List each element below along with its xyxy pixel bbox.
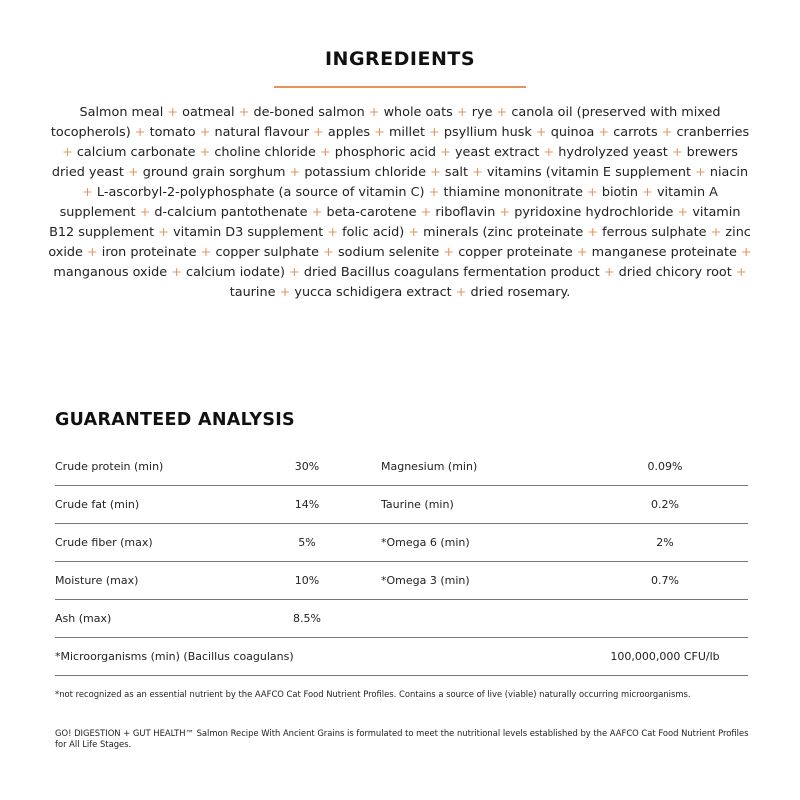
plus-separator-icon: + <box>374 125 385 140</box>
ingredient-item: cranberries <box>676 125 750 140</box>
plus-separator-icon: + <box>440 145 451 160</box>
ingredient-item: yucca schidigera extract <box>294 285 452 300</box>
plus-separator-icon: + <box>429 125 440 140</box>
plus-separator-icon: + <box>368 105 380 120</box>
ingredient-item: tomato <box>149 125 196 140</box>
plus-separator-icon: + <box>576 245 588 260</box>
plus-separator-icon: + <box>127 165 139 180</box>
nutrient-label: Taurine (min) <box>381 498 454 511</box>
ingredient-item: manganous oxide <box>53 265 168 280</box>
ingredient-item: folic acid) <box>342 225 405 240</box>
guaranteed-analysis-title: GUARANTEED ANALYSIS <box>55 410 295 430</box>
nutrient-value: 30% <box>294 460 320 473</box>
ingredient-item: manganese proteinate <box>591 245 737 260</box>
plus-separator-icon: + <box>428 185 440 200</box>
nutrient-value: 0.2% <box>651 498 679 511</box>
table-row <box>55 638 748 676</box>
plus-separator-icon: + <box>167 105 179 120</box>
ingredient-item: biotin <box>601 185 639 200</box>
ingredient-item: ferrous sulphate <box>602 225 707 240</box>
ingredient-item: apples <box>327 125 371 140</box>
ingredient-item: psyllium husk <box>443 125 532 140</box>
ingredient-item: calcium carbonate <box>76 145 196 160</box>
ingredient-item: L-ascorbyl-2-polyphosphate (a source of vitamin C) <box>96 185 425 200</box>
nutrient-value: 14% <box>294 498 320 511</box>
plus-separator-icon: + <box>598 125 610 140</box>
nutrient-label: Crude protein (min) <box>55 460 164 473</box>
ingredient-item: phosphoric acid <box>334 145 437 160</box>
plus-separator-icon: + <box>408 225 420 240</box>
ingredients-title: INGREDIENTS <box>324 48 476 70</box>
ingredient-item: ground grain sorghum <box>142 165 286 180</box>
table-row <box>55 486 748 524</box>
plus-separator-icon: + <box>319 145 331 160</box>
plus-separator-icon: + <box>238 105 250 120</box>
ingredient-item: riboflavin <box>435 205 496 220</box>
table-row <box>55 524 748 562</box>
ingredient-item: brewers dried yeast <box>51 145 738 180</box>
ingredient-item: salt <box>444 165 468 180</box>
plus-separator-icon: + <box>535 125 547 140</box>
plus-separator-icon: + <box>279 285 291 300</box>
plus-separator-icon: + <box>735 265 747 280</box>
ingredient-item: carrots <box>613 125 658 140</box>
ingredient-item: zinc oxide <box>48 225 751 260</box>
plus-separator-icon: + <box>499 205 511 220</box>
plus-separator-icon: + <box>587 185 598 200</box>
ingredient-item: beta-carotene <box>326 205 417 220</box>
ingredient-item: hydrolyzed yeast <box>558 145 668 160</box>
ingredient-item: vitamin D3 supplement <box>173 225 324 240</box>
plus-separator-icon: + <box>323 245 334 260</box>
plus-separator-icon: + <box>603 265 615 280</box>
ingredient-item: oatmeal <box>182 105 235 120</box>
plus-separator-icon: + <box>82 185 93 200</box>
plus-separator-icon: + <box>587 225 599 240</box>
ingredient-item: taurine <box>229 285 276 300</box>
table-row <box>55 448 748 486</box>
plus-separator-icon: + <box>671 145 683 160</box>
nutrient-label: Magnesium (min) <box>381 460 478 473</box>
microorganisms-value: 100,000,000 CFU/lb <box>610 650 720 663</box>
plus-separator-icon: + <box>543 145 555 160</box>
ingredient-item: thiamine mononitrate <box>443 185 583 200</box>
nutrient-label: Crude fat (min) <box>55 498 140 511</box>
nutrient-label: Ash (max) <box>55 612 112 625</box>
plus-separator-icon: + <box>311 205 323 220</box>
plus-separator-icon: + <box>455 285 467 300</box>
ingredient-item: potassium chloride <box>304 165 427 180</box>
ingredient-item: de-boned salmon <box>253 105 365 120</box>
plus-separator-icon: + <box>472 165 483 180</box>
ingredient-item: minerals (zinc proteinate <box>423 225 584 240</box>
guaranteed-analysis-table <box>55 448 748 676</box>
plus-separator-icon: + <box>62 145 73 160</box>
ingredient-item: choline chloride <box>214 145 316 160</box>
ingredient-item: vitamin A supplement <box>59 185 718 220</box>
ingredient-item: dried chicory root <box>618 265 732 280</box>
plus-separator-icon: + <box>420 205 432 220</box>
ingredient-item: vitamins (vitamin E supplement <box>486 165 691 180</box>
ingredients-list: Salmon meal + oatmeal + de-boned salmon + whole oats + rye + canola oil (preserved with mixed tocopherols) + tomato + natural flavour + apples + millet + psyllium husk + quinoa + carrots + cranberries + calcium carbonate + choline chloride + phosphoric acid + yeast extract + hydrolyzed yeast + brewers dried yeast + ground grain sorghum + potassium chloride + salt + vitamins (vitamin E supplement + niacin + L-ascorbyl-2-polyphosphate (a source of vitamin C) + thiamine mononitrate + biotin + vitamin A supplement + d-calcium pantothenate + beta-carotene + riboflavin + pyridoxine hydrochloride + vitamin B12 supplement + vitamin D3 supplement + folic acid) + minerals (zinc proteinate + ferrous sulphate + zinc oxide + iron proteinate + copper sulphate + sodium selenite + copper proteinate + manganese proteinate + manganous oxide + calcium iodate) + dried Bacillus coagulans fermentation product + dried chicory root + taurine + yucca schidigera extract + dried rosemary. <box>48 105 752 300</box>
ingredient-item: Salmon meal <box>79 105 164 120</box>
nutrient-value: 2% <box>656 536 674 549</box>
plus-separator-icon: + <box>456 105 468 120</box>
ingredient-item: iron proteinate <box>101 245 197 260</box>
ingredient-item: niacin <box>709 165 749 180</box>
plus-separator-icon: + <box>200 245 212 260</box>
plus-separator-icon: + <box>327 225 339 240</box>
nutrient-value: 10% <box>294 574 320 587</box>
ingredient-item: calcium iodate) <box>186 265 285 280</box>
plus-separator-icon: + <box>158 225 170 240</box>
plus-separator-icon: + <box>199 145 211 160</box>
ingredient-item: natural flavour <box>214 125 309 140</box>
plus-separator-icon: + <box>661 125 673 140</box>
nutrient-label: Moisture (max) <box>55 574 139 587</box>
nutrient-value: 8.5% <box>293 612 321 625</box>
plus-separator-icon: + <box>740 245 752 260</box>
plus-separator-icon: + <box>710 225 722 240</box>
ingredient-item: yeast extract <box>454 145 540 160</box>
plus-separator-icon: + <box>199 125 211 140</box>
nutrient-value: 5% <box>298 536 316 549</box>
ingredient-item: quinoa <box>550 125 595 140</box>
nutrient-value: 0.7% <box>651 574 679 587</box>
table-row <box>55 562 748 600</box>
microorganisms-label: *Microorganisms (min) (Bacillus coagulans) <box>55 650 294 663</box>
ingredient-item: d-calcium pantothenate <box>154 205 308 220</box>
ingredient-item: rye <box>471 105 493 120</box>
footnote-formulation-statement: GO! DIGESTION + GUT HEALTH™ Salmon Recipe With Ancient Grains is formulated to meet the nutritional levels established by the AAFCO Cat Food Nutrient Profiles for All Life Stages. <box>55 728 749 749</box>
plus-separator-icon: + <box>171 265 182 280</box>
plus-separator-icon: + <box>677 205 689 220</box>
table-row <box>55 600 748 638</box>
plus-separator-icon: + <box>695 165 706 180</box>
ingredient-item: copper proteinate <box>458 245 573 260</box>
nutrient-label: *Omega 3 (min) <box>381 574 470 587</box>
ingredient-item: dried Bacillus coagulans fermentation product <box>303 265 600 280</box>
plus-separator-icon: + <box>443 245 455 260</box>
plus-separator-icon: + <box>496 105 508 120</box>
plus-separator-icon: + <box>430 165 441 180</box>
ingredient-item: vitamin B12 supplement <box>49 205 741 240</box>
ingredient-item: canola oil (preserved with mixed tocopherols) <box>50 105 721 140</box>
nutrient-label: *Omega 6 (min) <box>381 536 470 549</box>
ingredient-item: millet <box>388 125 425 140</box>
nutrient-value: 0.09% <box>647 460 683 473</box>
footnote-nutrient-note: *not recognized as an essential nutrient by the AAFCO Cat Food Nutrient Profiles. Contains a source of live (viable) naturally occurring microorganisms. <box>55 689 691 699</box>
ingredient-item: whole oats <box>383 105 453 120</box>
ingredients-divider <box>274 86 526 88</box>
ingredient-item: sodium selenite <box>337 245 440 260</box>
plus-separator-icon: + <box>86 245 98 260</box>
plus-separator-icon: + <box>139 205 151 220</box>
ingredient-item: pyridoxine hydrochloride <box>514 205 674 220</box>
ingredient-item: dried rosemary <box>470 285 567 300</box>
plus-separator-icon: + <box>289 165 301 180</box>
plus-separator-icon: + <box>134 125 146 140</box>
plus-separator-icon: + <box>313 125 324 140</box>
nutrient-label: Crude fiber (max) <box>55 536 153 549</box>
plus-separator-icon: + <box>289 265 300 280</box>
plus-separator-icon: + <box>642 185 653 200</box>
ingredient-item: copper sulphate <box>215 245 320 260</box>
